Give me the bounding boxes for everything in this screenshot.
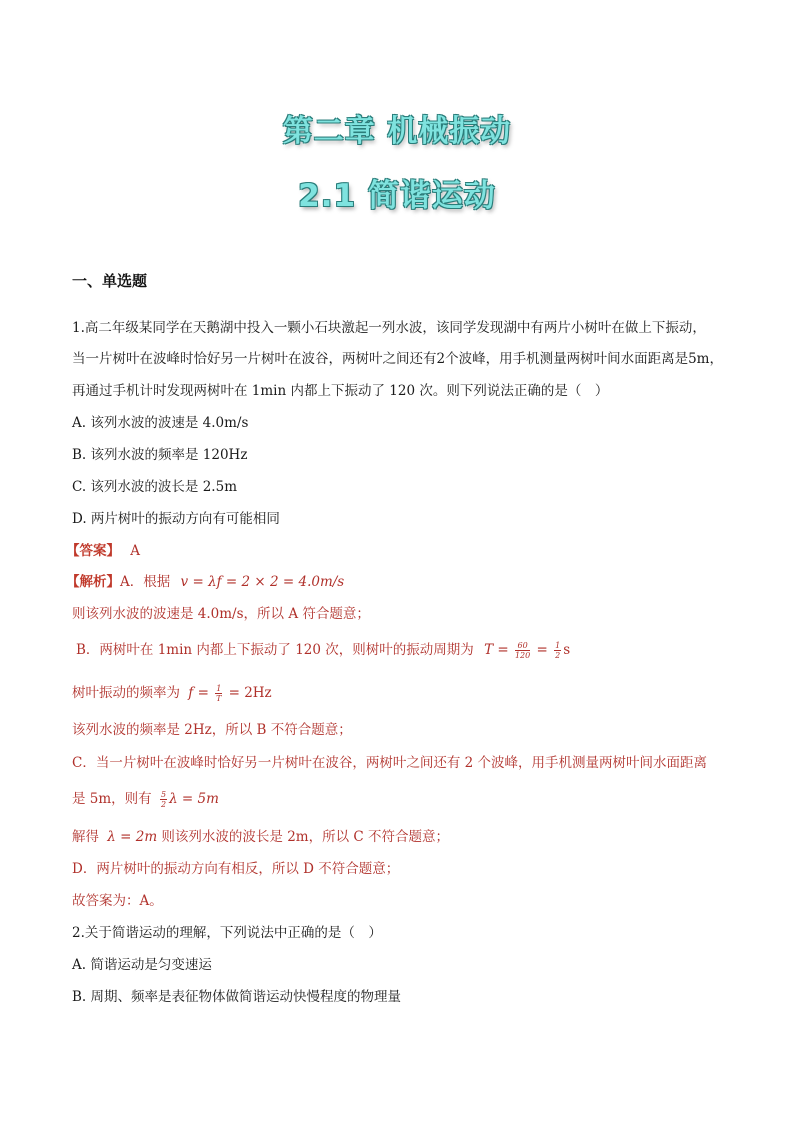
solve-conclusion: 则该列水波的波长是 2m，所以 C 不符合题意；	[157, 829, 450, 845]
q1-analysis-b-conclusion: 该列水波的频率是 2Hz，所以 B 不符合题意；	[72, 722, 352, 738]
fraction-5-2: $\frac{5}{2}$	[160, 790, 167, 809]
solve-formula: λ = 2m	[107, 829, 158, 845]
formula-unit: s	[563, 642, 571, 658]
formula-wave-speed: v = λf = 2 × 2 = 4.0m/s	[180, 574, 345, 590]
formula-wavelength-eq: λ = 5m	[169, 791, 219, 807]
frequency-lhs: f =	[188, 685, 209, 701]
q1-analysis-a	[66, 570, 344, 590]
q2-stem: 2.关于简谐运动的理解，下列说法中正确的是（ ）	[72, 925, 382, 941]
q1-analysis-c-solve	[72, 825, 449, 845]
fraction-1-2: $\frac{1}{2}$	[555, 641, 561, 660]
q1-analysis-a-conclusion: 则该列水波的波速是 4.0m/s，所以 A 符合题意；	[72, 606, 370, 622]
q1-option-c: C. 该列水波的波长是 2.5m	[72, 479, 237, 495]
q1-option-b: B. 该列水波的频率是 120Hz	[72, 447, 248, 463]
q1-stem-line-3: 再通过手机计时发现两树叶在 1min 内都上下振动了 120 次。则下列说法正确的是（ ）	[72, 383, 609, 399]
analysis-b-text: B．两树叶在 1min 内都上下振动了 120 次，则树叶的振动周期为	[76, 642, 474, 658]
section-heading: 一、单选题	[72, 272, 148, 290]
lesson-title: 2.1 简谐运动	[298, 178, 496, 214]
fraction-1-T: $\frac{1}{T}$	[216, 684, 222, 703]
q1-final-answer: 故答案为：A。	[72, 893, 163, 909]
q1-answer	[66, 539, 140, 559]
answer-value: A	[130, 543, 141, 559]
formula-equals: =	[536, 642, 548, 658]
solve-prefix: 解得	[72, 829, 99, 845]
analysis-a-prefix: A．根据	[120, 574, 171, 590]
q1-analysis-b	[76, 638, 570, 660]
frequency-rhs: = 2Hz	[228, 685, 272, 701]
analysis-c-text: 是 5m，则有	[72, 791, 152, 807]
answer-label: 【答案】	[66, 543, 120, 559]
q1-stem-line-2: 当一片树叶在波峰时恰好另一片树叶在波谷，两树叶之间还有2个波峰，用手机测量两树叶间水面距离是5m，	[72, 351, 723, 367]
q2-option-b: B. 周期、频率是表征物体做简谐运动快慢程度的物理量	[72, 989, 402, 1005]
analysis-label: 【解析】	[66, 574, 120, 590]
q1-option-d: D. 两片树叶的振动方向有可能相同	[72, 511, 280, 527]
q1-option-a: A. 该列水波的波速是 4.0m/s	[72, 415, 249, 431]
q1-stem-line-1: 1.高二年级某同学在天鹅湖中投入一颗小石块激起一列水波，该同学发现湖中有两片小树叶在做上下振动，	[72, 320, 706, 336]
q1-analysis-b-frequency	[72, 681, 272, 703]
frequency-text: 树叶振动的频率为	[72, 685, 180, 701]
fraction-60-120: $\frac{60}{120}$	[514, 641, 531, 660]
q2-option-a: A. 简谐运动是匀变速运	[72, 957, 212, 973]
q1-analysis-c-line-1: C．当一片树叶在波峰时恰好另一片树叶在波谷，两树叶之间还有 2 个波峰，用手机测量两树叶间水面距离	[72, 755, 707, 771]
q1-analysis-d: D．两片树叶的振动方向有相反，所以 D 不符合题意；	[72, 861, 400, 877]
formula-period-lhs: T =	[484, 642, 509, 658]
chapter-title: 第二章 机械振动	[282, 114, 512, 149]
q1-analysis-c-line-2	[72, 787, 219, 809]
